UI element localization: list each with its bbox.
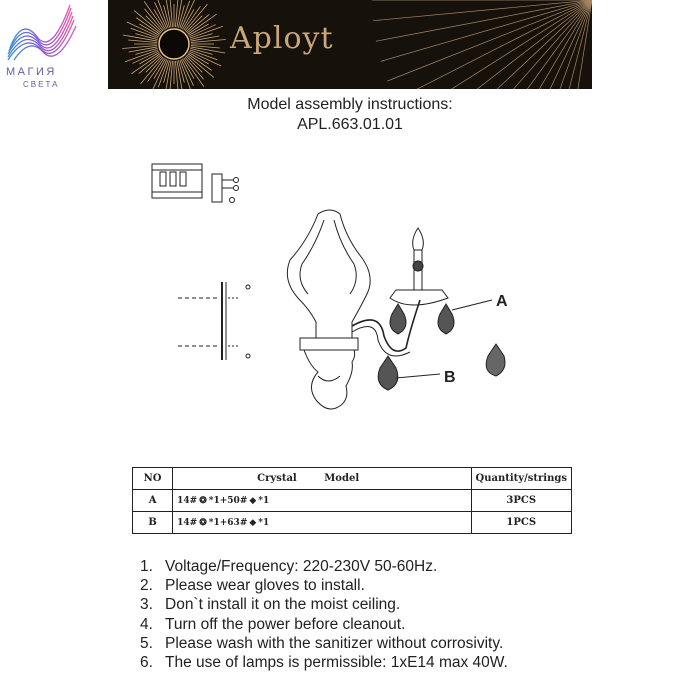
corner-ray: [447, 0, 592, 89]
table-row: [133, 490, 572, 512]
label-b: B: [444, 369, 456, 386]
list-item: [140, 634, 508, 653]
list-item: [140, 576, 508, 595]
corner-ray: [406, 0, 592, 89]
brand-banner: [108, 0, 592, 89]
spec-mid: *1+63#: [208, 518, 248, 528]
item-text: Please wash with the sanitizer without corrosivity.: [165, 634, 504, 652]
corner-ray: [432, 0, 592, 89]
sunburst-icon: [108, 0, 592, 89]
assembly-drawing: [140, 150, 540, 430]
row-spec: [173, 512, 471, 534]
logo-sub-text: СВЕТА: [23, 80, 60, 89]
corner-ray: [381, 0, 592, 61]
table-row: [133, 512, 572, 534]
wall-bracket-icon: [178, 282, 250, 360]
bead-icon: ❂: [199, 496, 207, 506]
item-text: The use of lamps is permissible: 1xE14 max 40W.: [165, 654, 508, 672]
brand-name: Aployt: [230, 21, 334, 56]
spec-right: *1: [258, 496, 270, 506]
col-model: Model: [324, 473, 360, 484]
col-no: NO: [133, 468, 173, 490]
item-text: Turn off the power before cleanout.: [165, 615, 406, 633]
col-crystal: Crystal: [257, 473, 297, 484]
row-no: B: [133, 512, 173, 534]
row-spec: [173, 490, 471, 512]
item-number: 2.: [140, 577, 153, 595]
item-text: Voltage/Frequency: 220-230V 50-60Hz.: [165, 558, 438, 575]
row-no: A: [133, 490, 173, 512]
label-a: A: [496, 293, 508, 310]
junction-box-icon: [152, 164, 239, 203]
col-crystal-model: [173, 468, 471, 490]
corner-ray: [387, 0, 592, 81]
drop-crystal-icon: ◆: [249, 518, 257, 528]
spec-left: 14#: [177, 518, 198, 528]
row-qty: 1PCS: [471, 512, 571, 534]
item-number: 5.: [140, 634, 153, 652]
page-title: Model assembly instructions:: [247, 96, 453, 113]
item-number: 3.: [140, 596, 153, 614]
logo-brand-text: МАГИЯ: [6, 66, 57, 78]
table-header: [133, 468, 572, 490]
col-qty: Quantity/strings: [471, 468, 571, 490]
brand-logo: [0, 0, 82, 98]
item-text: Please wear gloves to install.: [165, 577, 365, 595]
list-item: [140, 615, 508, 634]
spec-right: *1: [258, 518, 270, 528]
corner-ray: [373, 0, 592, 21]
list-item: [140, 653, 508, 672]
item-number: 1.: [140, 558, 153, 575]
item-number: 4.: [140, 615, 153, 633]
bead-icon: ❂: [199, 518, 207, 528]
drop-crystal-icon: ◆: [249, 496, 257, 506]
list-item: [140, 557, 508, 576]
wave-logo-icon: [4, 4, 78, 64]
item-number: 6.: [140, 654, 153, 672]
crystal-table: [132, 467, 572, 534]
backplate-icon: [287, 210, 370, 409]
instruction-list: [140, 557, 508, 672]
model-number: APL.663.01.01: [297, 116, 403, 133]
spec-mid: *1+50#: [208, 496, 248, 506]
list-item: [140, 595, 508, 614]
row-qty: 3PCS: [471, 490, 571, 512]
spec-left: 14#: [177, 496, 198, 506]
item-text: Don`t install it on the moist ceiling.: [165, 596, 401, 614]
